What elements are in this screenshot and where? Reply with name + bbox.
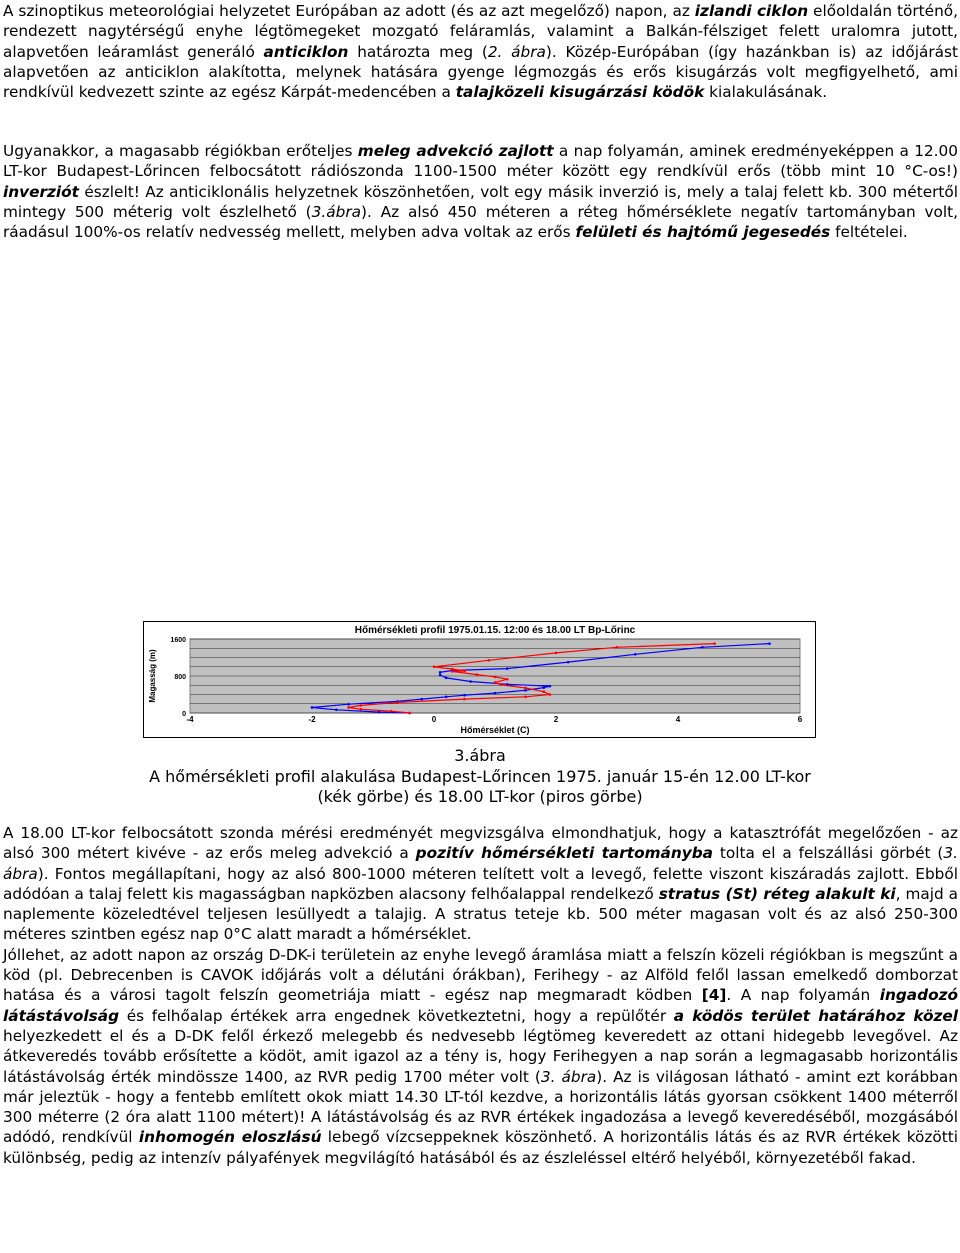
red-data-point bbox=[408, 712, 411, 715]
figure-caption bbox=[0, 746, 960, 808]
red-data-point bbox=[524, 687, 527, 690]
figure-ref: 3.ábra bbox=[311, 202, 361, 221]
emphasis-meleg-advekcio: meleg advekció zajlott bbox=[357, 142, 554, 160]
red-data-point bbox=[451, 670, 454, 673]
blue-data-point bbox=[335, 708, 338, 711]
text-run: Jóllehet, az adott napon az ország D-DK-i területein az enyhe levegő áramlása miatt a felszín közeli régiókban is megszűnt a köd (pl. Debrecenben is CAVOK időjárás volt a délutáni órákban), Ferihegy - az Alföld felől lassan emelkedő domborzat hatása és a városi tagolt felszín geometriája miatt - egész nap megmaradt ködben bbox=[3, 945, 958, 1005]
blue-data-point bbox=[543, 686, 546, 689]
text-run: A szinoptikus meteorológiai helyzetet Európában az adott (és az azt megelőző) napon, az bbox=[3, 2, 695, 20]
red-data-point bbox=[713, 642, 716, 645]
red-data-point bbox=[555, 652, 558, 655]
red-data-point bbox=[360, 704, 363, 707]
blue-data-point bbox=[634, 653, 637, 656]
blue-data-point bbox=[347, 703, 350, 706]
emphasis-inverzio: inverziót bbox=[3, 182, 79, 201]
red-data-point bbox=[463, 670, 466, 673]
text-run: tolta el a felszállási görbét ( bbox=[713, 844, 944, 863]
paragraph-advection bbox=[3, 141, 958, 242]
text-run: , majd a naplemente közeledtével teljesen lesüllyedt a talajig. A stratus teteje kb. 500 méter magasan volt és az alsó 250-300 méteres szintben egész nap 0°C alatt maradt a hőmérséklet. bbox=[3, 884, 958, 944]
citation-ref: [4] bbox=[701, 986, 727, 1005]
blue-data-point bbox=[421, 698, 424, 701]
blue-data-point bbox=[439, 671, 442, 674]
y-tick-label: 800 bbox=[174, 674, 186, 681]
emphasis-kodos-terulet: a ködös terület határához közel bbox=[673, 1006, 958, 1025]
text-run: észlelt! Az anticiklonális helyzetnek köszönhetően, volt egy másik inverzió is, mely a talaj felett kb. 300 métertől mintegy 500 méterig volt észlelhető ( bbox=[3, 182, 958, 221]
figure-ref: 3. ábra bbox=[3, 844, 958, 883]
text-run: ). Fontos megállapítani, hogy az alsó 800-1000 méteren telített volt a levegő, felette viszont kiszáradás zajlott. Ebből adódóan a talaj felett kis magasságban napközben alacsony felhőalappal rendelkező bbox=[3, 864, 958, 903]
x-axis-label: Hőmérséklet (C) bbox=[460, 725, 530, 735]
emphasis-izlandi-ciklon: izlandi ciklon bbox=[694, 2, 809, 20]
x-tick-label: 0 bbox=[431, 715, 437, 724]
blue-data-point bbox=[701, 646, 704, 649]
x-tick-label: -4 bbox=[186, 715, 194, 724]
red-data-point bbox=[451, 668, 454, 671]
chart-title: Hőmérsékleti profil 1975.01.15. 12:00 és 18.00 LT Bp-Lőrinc bbox=[354, 625, 636, 636]
emphasis-kisugarzasi-kodok: talajközeli kisugárzási ködök bbox=[455, 83, 705, 102]
blue-data-point bbox=[445, 696, 448, 699]
text-run: feltételei. bbox=[830, 223, 908, 242]
text-run: és felhőalap értékek arra engednek következtetni, hogy a repülőtér bbox=[119, 1006, 674, 1025]
blue-data-point bbox=[378, 711, 381, 714]
red-data-point bbox=[500, 683, 503, 686]
text-run: . A nap folyamán bbox=[726, 986, 880, 1005]
red-data-point bbox=[524, 696, 527, 699]
blue-data-point bbox=[469, 680, 472, 683]
red-data-point bbox=[463, 698, 466, 701]
red-data-point bbox=[543, 690, 546, 693]
text-run: ). Az alsó 450 méteren a réteg hőmérséklete negatív tartományban volt, ráadásul 100%-os relatív nedvesség mellett, melyben adva voltak az erős bbox=[3, 202, 958, 242]
paragraph-analysis bbox=[3, 823, 958, 1168]
paragraph-synoptic bbox=[3, 1, 958, 102]
red-data-point bbox=[506, 678, 509, 681]
figure-ref: 2. ábra bbox=[487, 42, 546, 61]
text-run: kialakulásának. bbox=[704, 83, 828, 102]
y-axis-label: Magasság (m) bbox=[148, 649, 157, 703]
text-run: ). Az is világosan látható - amint ezt korábban már jeleztük - hogy a fentebb említett okok miatt 14.30 LT-tól kezdve, a horizontális látás gyorsan csökkent 1400 méterről 300 méterre (2 óra alatt 1100 métert)! A látástávolság és az RVR értékek ingadozása a levegő keveredéséből, mozgásából adódó, rendkívül bbox=[3, 1067, 958, 1147]
temperature-profile-chart bbox=[143, 621, 816, 739]
text-run: ). Közép-Európában (így hazánkban is) az időjárást alapvetően az anticiklon alakította, melynek hatására gyenge légmozgás és erős kisugárzás volt megfigyelhető, ami rendkívül kedvezett szinte az egész Kárpát-medencében a bbox=[3, 42, 958, 102]
red-data-point bbox=[396, 701, 399, 704]
text-run: Ugyanakkor, a magasabb régiókban erőteljes bbox=[3, 142, 358, 160]
red-data-point bbox=[549, 693, 552, 696]
red-data-point bbox=[390, 710, 393, 713]
emphasis-jegesedes: felületi és hajtómű jegesedés bbox=[575, 223, 831, 242]
x-tick-label: -2 bbox=[308, 715, 316, 724]
text-run: A 18.00 LT-kor felbocsátott szonda mérési eredményét megvizsgálva elmondhatjuk, hogy a katasztrófát megelőzően - az alsó 300 métert kivéve - az erős meleg advekció a bbox=[3, 824, 958, 863]
blue-data-point bbox=[567, 661, 570, 664]
y-tick-label: 1600 bbox=[170, 637, 186, 644]
blue-data-point bbox=[494, 692, 497, 695]
red-data-point bbox=[475, 673, 478, 676]
x-tick-label: 2 bbox=[553, 715, 559, 724]
emphasis-anticiklon: anticiklon bbox=[263, 42, 349, 61]
blue-data-point bbox=[506, 667, 509, 670]
caption-line-2: (kék görbe) és 18.00 LT-kor (piros görbe) bbox=[317, 787, 643, 806]
red-data-point bbox=[360, 708, 363, 711]
blue-data-point bbox=[439, 674, 442, 677]
blue-data-point bbox=[549, 685, 552, 688]
blue-data-point bbox=[463, 694, 466, 697]
text-run: a nap folyamán, aminek eredményeképpen a 12.00 LT-kor Budapest-Lőrincen felbocsátott rádiószonda 1100-1500 méter között egy rendkívül erős (több mint 10 °C-os!) bbox=[3, 142, 958, 181]
red-data-point bbox=[488, 659, 491, 662]
text-run: határozta meg ( bbox=[348, 42, 488, 61]
text-run: lebegő vízcseppeknek köszönhető. A horizontális látás és az RVR értékek közötti különbség, pedig az intenzív pályafények megvilágító hatásából és az észleléssel eltérő helyéből, környezetéből fakad. bbox=[3, 1128, 959, 1167]
emphasis-stratus: stratus (St) réteg alakult ki bbox=[658, 884, 896, 903]
y-tick-label: 0 bbox=[182, 711, 186, 718]
emphasis-inhomogen: inhomogén eloszlású bbox=[138, 1128, 322, 1147]
x-tick-label: 6 bbox=[797, 715, 803, 724]
text-run: előoldalán történő, rendezett nagytérségű enyhe légtömegeket mozgató feláramlás, valamint a Balkán-félsziget felett uralomra jutott, alapvetően leáramlást generáló bbox=[3, 2, 958, 61]
red-data-point bbox=[616, 646, 619, 649]
text-run: helyezkedett el és a D-DK felől érkező melegebb és nedvesebb légtömeg keveredett az ottani hidegebb levegővel. Az átkeveredés tovább erősítette a ködöt, amit igazol az a tény is, hogy Ferihegyen a nap során a legmagasabb horizontális látástávolság érték mindössze 1400, az RVR pedig 1700 méter volt ( bbox=[3, 1026, 958, 1086]
red-data-point bbox=[494, 676, 497, 679]
blue-data-point bbox=[768, 642, 771, 645]
caption-number: 3.ábra bbox=[454, 746, 506, 765]
red-data-point bbox=[494, 681, 497, 684]
emphasis-ingadozo-latastavolsag: ingadozó látástávolság bbox=[3, 986, 958, 1025]
red-data-point bbox=[347, 706, 350, 709]
x-tick-label: 4 bbox=[675, 715, 681, 724]
blue-data-point bbox=[524, 689, 527, 692]
blue-data-point bbox=[311, 706, 314, 709]
red-data-point bbox=[433, 665, 436, 668]
blue-data-point bbox=[445, 677, 448, 680]
caption-line-1: A hőmérsékleti profil alakulása Budapest-Lőrincen 1975. január 15-én 12.00 LT-kor bbox=[149, 766, 811, 786]
emphasis-pozitiv-tartomany: pozitív hőmérsékleti tartományba bbox=[415, 844, 713, 863]
figure-ref: 3. ábra bbox=[540, 1067, 597, 1086]
